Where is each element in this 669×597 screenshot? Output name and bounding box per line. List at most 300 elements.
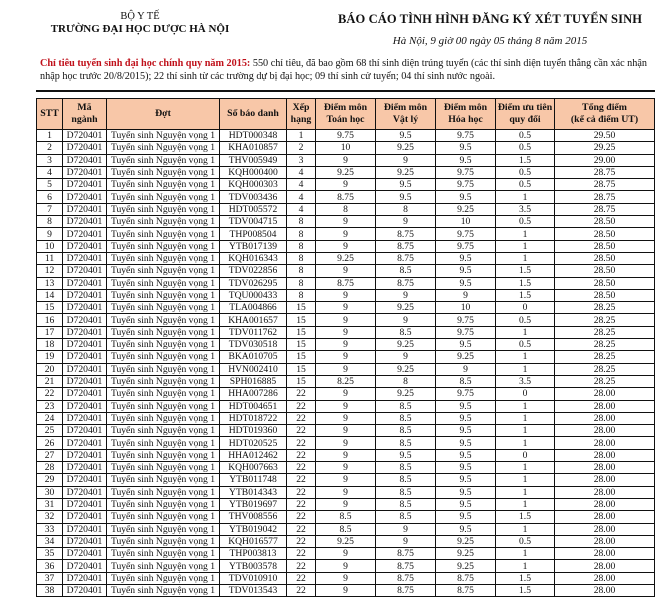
- table-row: [37, 523, 655, 535]
- table-row: [37, 425, 655, 437]
- cell-diem-hoa: 9.75: [436, 326, 496, 338]
- cell-dot: Tuyển sinh Nguyện vọng 1: [107, 240, 220, 252]
- cell-dot: Tuyển sinh Nguyện vọng 1: [107, 203, 220, 215]
- cell-diem-hoa: 8.75: [436, 584, 496, 596]
- cell-diem-uu-tien: 0.5: [496, 314, 555, 326]
- cell-dot: Tuyển sinh Nguyện vọng 1: [107, 560, 220, 572]
- cell-so-bao-danh: TDV003436: [220, 191, 287, 203]
- cell-diem-toan: 10: [316, 142, 376, 154]
- cell-xep-hang: 22: [287, 462, 316, 474]
- cell-diem-ly: 8.75: [376, 548, 436, 560]
- cell-diem-uu-tien: 1: [496, 326, 555, 338]
- cell-ma-nganh: D720401: [63, 240, 107, 252]
- cell-xep-hang: 22: [287, 425, 316, 437]
- table-row: [37, 179, 655, 191]
- cell-ma-nganh: D720401: [63, 437, 107, 449]
- column-header-line: Điểm môn: [323, 102, 368, 113]
- cell-tong-diem: 28.00: [555, 425, 655, 437]
- cell-dot: Tuyển sinh Nguyện vọng 1: [107, 314, 220, 326]
- cell-diem-ly: 8.5: [376, 412, 436, 424]
- column-header-stt: [37, 99, 63, 130]
- cell-xep-hang: 15: [287, 363, 316, 375]
- cell-diem-uu-tien: 0.5: [496, 142, 555, 154]
- cell-diem-ly: 8.5: [376, 265, 436, 277]
- cell-ma-nganh: D720401: [63, 130, 107, 142]
- quota-note-highlight: Chỉ tiêu tuyển sinh đại học chính quy năm 2015:: [40, 58, 251, 69]
- cell-stt: 18: [37, 339, 63, 351]
- table-row: [37, 388, 655, 400]
- table-row: [37, 289, 655, 301]
- cell-diem-uu-tien: 0: [496, 302, 555, 314]
- table-row: [37, 449, 655, 461]
- institution-header: [40, 10, 240, 36]
- cell-so-bao-danh: YTB019697: [220, 498, 287, 510]
- cell-stt: 28: [37, 462, 63, 474]
- column-header-line: Số báo danh: [227, 108, 279, 119]
- cell-diem-toan: 9: [316, 412, 376, 424]
- cell-stt: 36: [37, 560, 63, 572]
- cell-so-bao-danh: TDV022856: [220, 265, 287, 277]
- cell-diem-hoa: 9.5: [436, 425, 496, 437]
- cell-diem-hoa: 10: [436, 216, 496, 228]
- cell-diem-toan: 9: [316, 400, 376, 412]
- cell-xep-hang: 8: [287, 228, 316, 240]
- cell-ma-nganh: D720401: [63, 314, 107, 326]
- cell-dot: Tuyển sinh Nguyện vọng 1: [107, 351, 220, 363]
- cell-dot: Tuyển sinh Nguyện vọng 1: [107, 154, 220, 166]
- cell-ma-nganh: D720401: [63, 179, 107, 191]
- cell-stt: 6: [37, 191, 63, 203]
- report-title: BÁO CÁO TÌNH HÌNH ĐĂNG KÝ XÉT TUYỂN SINH: [337, 12, 643, 26]
- cell-xep-hang: 22: [287, 572, 316, 584]
- cell-diem-toan: 9: [316, 179, 376, 191]
- cell-dot: Tuyển sinh Nguyện vọng 1: [107, 462, 220, 474]
- cell-diem-ly: 9.5: [376, 130, 436, 142]
- cell-ma-nganh: D720401: [63, 302, 107, 314]
- cell-stt: 38: [37, 584, 63, 596]
- cell-tong-diem: 28.25: [555, 351, 655, 363]
- cell-dot: Tuyển sinh Nguyện vọng 1: [107, 302, 220, 314]
- cell-tong-diem: 28.50: [555, 252, 655, 264]
- cell-diem-ly: 9.25: [376, 142, 436, 154]
- cell-diem-uu-tien: 1: [496, 363, 555, 375]
- cell-so-bao-danh: HDT019360: [220, 425, 287, 437]
- cell-diem-uu-tien: 1: [496, 412, 555, 424]
- cell-ma-nganh: D720401: [63, 511, 107, 523]
- cell-diem-uu-tien: 1.5: [496, 511, 555, 523]
- table-body: [37, 130, 655, 597]
- cell-diem-uu-tien: 1: [496, 474, 555, 486]
- cell-ma-nganh: D720401: [63, 203, 107, 215]
- cell-stt: 1: [37, 130, 63, 142]
- cell-tong-diem: 28.00: [555, 400, 655, 412]
- cell-ma-nganh: D720401: [63, 265, 107, 277]
- cell-stt: 8: [37, 216, 63, 228]
- cell-diem-hoa: 9.75: [436, 314, 496, 326]
- cell-xep-hang: 4: [287, 203, 316, 215]
- cell-diem-hoa: 9.75: [436, 228, 496, 240]
- cell-tong-diem: 28.00: [555, 584, 655, 596]
- column-header-line: ngành: [71, 114, 98, 125]
- cell-tong-diem: 28.00: [555, 548, 655, 560]
- cell-xep-hang: 22: [287, 560, 316, 572]
- cell-xep-hang: 22: [287, 548, 316, 560]
- cell-ma-nganh: D720401: [63, 462, 107, 474]
- cell-so-bao-danh: HDT018722: [220, 412, 287, 424]
- cell-so-bao-danh: KQH016577: [220, 535, 287, 547]
- cell-stt: 30: [37, 486, 63, 498]
- cell-so-bao-danh: TDV030518: [220, 339, 287, 351]
- cell-diem-toan: 9: [316, 474, 376, 486]
- cell-tong-diem: 28.00: [555, 388, 655, 400]
- cell-ma-nganh: D720401: [63, 351, 107, 363]
- cell-tong-diem: 28.00: [555, 511, 655, 523]
- cell-diem-hoa: 9: [436, 363, 496, 375]
- cell-so-bao-danh: TDV010910: [220, 572, 287, 584]
- cell-dot: Tuyển sinh Nguyện vọng 1: [107, 289, 220, 301]
- cell-diem-ly: 9: [376, 289, 436, 301]
- cell-diem-toan: 9.75: [316, 130, 376, 142]
- cell-xep-hang: 15: [287, 375, 316, 387]
- cell-ma-nganh: D720401: [63, 412, 107, 424]
- cell-diem-toan: 9: [316, 326, 376, 338]
- ministry-name: BỘ Y TẾ: [120, 11, 160, 22]
- cell-diem-uu-tien: 1: [496, 437, 555, 449]
- cell-tong-diem: 29.50: [555, 130, 655, 142]
- column-header-line: hạng: [290, 114, 312, 125]
- cell-diem-ly: 9.5: [376, 191, 436, 203]
- cell-xep-hang: 15: [287, 351, 316, 363]
- table-row: [37, 535, 655, 547]
- cell-diem-uu-tien: 0.5: [496, 216, 555, 228]
- cell-so-bao-danh: HHA007286: [220, 388, 287, 400]
- cell-diem-toan: 9: [316, 339, 376, 351]
- table-row: [37, 130, 655, 142]
- cell-stt: 13: [37, 277, 63, 289]
- cell-diem-ly: 8.75: [376, 277, 436, 289]
- cell-tong-diem: 28.00: [555, 462, 655, 474]
- table-row: [37, 498, 655, 510]
- cell-ma-nganh: D720401: [63, 474, 107, 486]
- table-row: [37, 154, 655, 166]
- cell-xep-hang: 22: [287, 388, 316, 400]
- cell-diem-ly: 8.75: [376, 584, 436, 596]
- cell-dot: Tuyển sinh Nguyện vọng 1: [107, 228, 220, 240]
- cell-diem-ly: 8.75: [376, 560, 436, 572]
- cell-ma-nganh: D720401: [63, 486, 107, 498]
- cell-stt: 31: [37, 498, 63, 510]
- cell-xep-hang: 22: [287, 486, 316, 498]
- cell-diem-toan: 9: [316, 388, 376, 400]
- cell-xep-hang: 22: [287, 474, 316, 486]
- cell-dot: Tuyển sinh Nguyện vọng 1: [107, 548, 220, 560]
- cell-xep-hang: 22: [287, 535, 316, 547]
- cell-diem-uu-tien: 3.5: [496, 203, 555, 215]
- cell-so-bao-danh: KQH000303: [220, 179, 287, 191]
- cell-so-bao-danh: HDT020525: [220, 437, 287, 449]
- cell-diem-toan: 8.75: [316, 191, 376, 203]
- cell-diem-hoa: 9.5: [436, 400, 496, 412]
- cell-so-bao-danh: TDV011762: [220, 326, 287, 338]
- table-row: [37, 437, 655, 449]
- cell-diem-uu-tien: 1.5: [496, 584, 555, 596]
- cell-so-bao-danh: HDT004651: [220, 400, 287, 412]
- cell-diem-hoa: 9.25: [436, 535, 496, 547]
- cell-ma-nganh: D720401: [63, 425, 107, 437]
- cell-dot: Tuyển sinh Nguyện vọng 1: [107, 130, 220, 142]
- cell-diem-toan: 8.5: [316, 511, 376, 523]
- cell-dot: Tuyển sinh Nguyện vọng 1: [107, 166, 220, 178]
- cell-diem-toan: 9: [316, 265, 376, 277]
- cell-so-bao-danh: TDV013543: [220, 584, 287, 596]
- cell-ma-nganh: D720401: [63, 142, 107, 154]
- cell-dot: Tuyển sinh Nguyện vọng 1: [107, 252, 220, 264]
- cell-diem-ly: 8.5: [376, 486, 436, 498]
- cell-diem-uu-tien: 1: [496, 462, 555, 474]
- column-header-so-bao-danh: [220, 99, 287, 130]
- cell-diem-hoa: 9.75: [436, 179, 496, 191]
- cell-diem-uu-tien: 0.5: [496, 535, 555, 547]
- cell-stt: 7: [37, 203, 63, 215]
- cell-diem-toan: 9: [316, 363, 376, 375]
- cell-diem-hoa: 9: [436, 289, 496, 301]
- column-header-line: Điểm môn: [443, 102, 488, 113]
- cell-tong-diem: 28.75: [555, 203, 655, 215]
- cell-so-bao-danh: YTB019042: [220, 523, 287, 535]
- cell-diem-uu-tien: 1.5: [496, 289, 555, 301]
- cell-ma-nganh: D720401: [63, 498, 107, 510]
- cell-ma-nganh: D720401: [63, 166, 107, 178]
- cell-tong-diem: 28.00: [555, 449, 655, 461]
- cell-ma-nganh: D720401: [63, 154, 107, 166]
- cell-tong-diem: 28.00: [555, 535, 655, 547]
- cell-stt: 4: [37, 166, 63, 178]
- cell-tong-diem: 28.00: [555, 572, 655, 584]
- cell-xep-hang: 22: [287, 400, 316, 412]
- quota-note: [40, 57, 650, 83]
- cell-stt: 14: [37, 289, 63, 301]
- cell-diem-ly: 8: [376, 375, 436, 387]
- cell-stt: 20: [37, 363, 63, 375]
- cell-diem-toan: 8.75: [316, 277, 376, 289]
- cell-dot: Tuyển sinh Nguyện vọng 1: [107, 523, 220, 535]
- cell-diem-uu-tien: 1: [496, 425, 555, 437]
- cell-diem-toan: 9: [316, 548, 376, 560]
- cell-diem-hoa: 9.75: [436, 240, 496, 252]
- cell-diem-uu-tien: 1: [496, 252, 555, 264]
- cell-diem-ly: 9.25: [376, 339, 436, 351]
- cell-ma-nganh: D720401: [63, 375, 107, 387]
- cell-xep-hang: 22: [287, 523, 316, 535]
- cell-tong-diem: 28.25: [555, 314, 655, 326]
- cell-dot: Tuyển sinh Nguyện vọng 1: [107, 498, 220, 510]
- cell-diem-ly: 8.5: [376, 511, 436, 523]
- cell-so-bao-danh: SPH016885: [220, 375, 287, 387]
- cell-xep-hang: 4: [287, 179, 316, 191]
- cell-so-bao-danh: BKA010705: [220, 351, 287, 363]
- cell-diem-hoa: 9.5: [436, 412, 496, 424]
- cell-tong-diem: 28.25: [555, 339, 655, 351]
- cell-xep-hang: 8: [287, 277, 316, 289]
- report-date: Hà Nội, 9 giờ 00 ngày 05 tháng 8 năm 2015: [392, 35, 588, 47]
- cell-xep-hang: 1: [287, 130, 316, 142]
- cell-so-bao-danh: TLA004866: [220, 302, 287, 314]
- divider: [36, 90, 655, 92]
- cell-tong-diem: 28.50: [555, 228, 655, 240]
- cell-dot: Tuyển sinh Nguyện vọng 1: [107, 216, 220, 228]
- cell-tong-diem: 28.25: [555, 302, 655, 314]
- cell-diem-ly: 8.75: [376, 240, 436, 252]
- cell-diem-ly: 8.5: [376, 425, 436, 437]
- cell-ma-nganh: D720401: [63, 216, 107, 228]
- cell-dot: Tuyển sinh Nguyện vọng 1: [107, 572, 220, 584]
- cell-diem-hoa: 9.75: [436, 388, 496, 400]
- cell-stt: 37: [37, 572, 63, 584]
- cell-diem-ly: 9: [376, 535, 436, 547]
- cell-ma-nganh: D720401: [63, 326, 107, 338]
- cell-stt: 35: [37, 548, 63, 560]
- cell-so-bao-danh: HDT000348: [220, 130, 287, 142]
- cell-diem-ly: 9.5: [376, 449, 436, 461]
- cell-ma-nganh: D720401: [63, 560, 107, 572]
- cell-stt: 15: [37, 302, 63, 314]
- cell-tong-diem: 28.00: [555, 498, 655, 510]
- cell-xep-hang: 22: [287, 498, 316, 510]
- cell-tong-diem: 28.50: [555, 265, 655, 277]
- cell-diem-toan: 9: [316, 486, 376, 498]
- cell-diem-hoa: 9.5: [436, 498, 496, 510]
- cell-dot: Tuyển sinh Nguyện vọng 1: [107, 535, 220, 547]
- cell-diem-uu-tien: 0.5: [496, 130, 555, 142]
- cell-dot: Tuyển sinh Nguyện vọng 1: [107, 326, 220, 338]
- cell-diem-hoa: 9.5: [436, 191, 496, 203]
- cell-tong-diem: 28.00: [555, 412, 655, 424]
- cell-diem-ly: 9.5: [376, 179, 436, 191]
- column-header-line: (kể cả điểm UT): [570, 114, 639, 125]
- cell-dot: Tuyển sinh Nguyện vọng 1: [107, 400, 220, 412]
- cell-diem-ly: 8.75: [376, 228, 436, 240]
- cell-stt: 21: [37, 375, 63, 387]
- cell-diem-uu-tien: 1: [496, 191, 555, 203]
- cell-xep-hang: 22: [287, 412, 316, 424]
- cell-tong-diem: 28.75: [555, 166, 655, 178]
- table-row: [37, 252, 655, 264]
- cell-ma-nganh: D720401: [63, 523, 107, 535]
- cell-ma-nganh: D720401: [63, 548, 107, 560]
- cell-so-bao-danh: HDT005572: [220, 203, 287, 215]
- table-row: [37, 339, 655, 351]
- column-header-diem-hoa: [436, 99, 496, 130]
- cell-diem-uu-tien: 1: [496, 498, 555, 510]
- column-header-line: Hóa học: [448, 114, 483, 125]
- cell-ma-nganh: D720401: [63, 277, 107, 289]
- table-row: [37, 375, 655, 387]
- report-header: [330, 12, 650, 47]
- cell-diem-toan: 9: [316, 351, 376, 363]
- cell-tong-diem: 28.50: [555, 289, 655, 301]
- cell-diem-uu-tien: 3.5: [496, 375, 555, 387]
- column-header-line: Điểm môn: [383, 102, 428, 113]
- cell-tong-diem: 28.50: [555, 240, 655, 252]
- cell-xep-hang: 3: [287, 154, 316, 166]
- table-row: [37, 142, 655, 154]
- cell-diem-hoa: 9.25: [436, 548, 496, 560]
- table-row: [37, 265, 655, 277]
- cell-tong-diem: 29.25: [555, 142, 655, 154]
- column-header-tong-diem: [555, 99, 655, 130]
- cell-ma-nganh: D720401: [63, 584, 107, 596]
- cell-diem-toan: 9: [316, 228, 376, 240]
- cell-diem-uu-tien: 1.5: [496, 572, 555, 584]
- cell-so-bao-danh: THV008556: [220, 511, 287, 523]
- column-header-diem-uu-tien: [496, 99, 555, 130]
- cell-stt: 22: [37, 388, 63, 400]
- cell-diem-toan: 9: [316, 498, 376, 510]
- cell-diem-ly: 8.5: [376, 326, 436, 338]
- table-row: [37, 228, 655, 240]
- cell-dot: Tuyển sinh Nguyện vọng 1: [107, 388, 220, 400]
- cell-diem-hoa: 9.5: [436, 474, 496, 486]
- cell-diem-uu-tien: 1: [496, 400, 555, 412]
- cell-diem-hoa: 8.75: [436, 572, 496, 584]
- cell-stt: 9: [37, 228, 63, 240]
- cell-diem-uu-tien: 0.5: [496, 339, 555, 351]
- cell-stt: 32: [37, 511, 63, 523]
- cell-diem-toan: 8: [316, 203, 376, 215]
- table-row: [37, 462, 655, 474]
- cell-dot: Tuyển sinh Nguyện vọng 1: [107, 277, 220, 289]
- cell-diem-uu-tien: 0.5: [496, 166, 555, 178]
- cell-xep-hang: 22: [287, 511, 316, 523]
- cell-diem-toan: 9.25: [316, 166, 376, 178]
- cell-stt: 10: [37, 240, 63, 252]
- cell-diem-hoa: 9.75: [436, 166, 496, 178]
- cell-diem-uu-tien: 0: [496, 388, 555, 400]
- cell-diem-ly: 9: [376, 523, 436, 535]
- table-row: [37, 326, 655, 338]
- table-row: [37, 474, 655, 486]
- table-row: [37, 216, 655, 228]
- column-header-diem-ly: [376, 99, 436, 130]
- cell-diem-uu-tien: 1.5: [496, 154, 555, 166]
- cell-diem-ly: 9: [376, 154, 436, 166]
- cell-stt: 5: [37, 179, 63, 191]
- cell-tong-diem: 28.50: [555, 277, 655, 289]
- cell-diem-uu-tien: 1: [496, 523, 555, 535]
- cell-dot: Tuyển sinh Nguyện vọng 1: [107, 375, 220, 387]
- cell-diem-ly: 9: [376, 351, 436, 363]
- cell-diem-hoa: 9.5: [436, 523, 496, 535]
- table-row: [37, 351, 655, 363]
- cell-diem-toan: 9.25: [316, 252, 376, 264]
- cell-xep-hang: 8: [287, 252, 316, 264]
- cell-dot: Tuyển sinh Nguyện vọng 1: [107, 191, 220, 203]
- cell-diem-ly: 8.5: [376, 437, 436, 449]
- column-header-line: Vật lý: [392, 114, 419, 125]
- cell-so-bao-danh: YTB017139: [220, 240, 287, 252]
- cell-dot: Tuyển sinh Nguyện vọng 1: [107, 179, 220, 191]
- cell-diem-toan: 9.25: [316, 535, 376, 547]
- cell-stt: 33: [37, 523, 63, 535]
- cell-diem-ly: 9: [376, 216, 436, 228]
- cell-diem-hoa: 9.5: [436, 154, 496, 166]
- cell-so-bao-danh: TDV026295: [220, 277, 287, 289]
- quota-note-text: 550 chỉ tiêu, đã bao gồm 68 thí sinh diện trúng tuyển (các thí sinh diện tuyển thẳng cần xác nhận nhập học trước 20/8/2015); 22 thí sinh từ các trường dự bị đại học; 09 thí sinh cử tuyển; 04 thí sinh nước ngoài.: [40, 58, 647, 82]
- cell-ma-nganh: D720401: [63, 228, 107, 240]
- cell-stt: 19: [37, 351, 63, 363]
- cell-xep-hang: 22: [287, 437, 316, 449]
- cell-diem-uu-tien: 1.5: [496, 277, 555, 289]
